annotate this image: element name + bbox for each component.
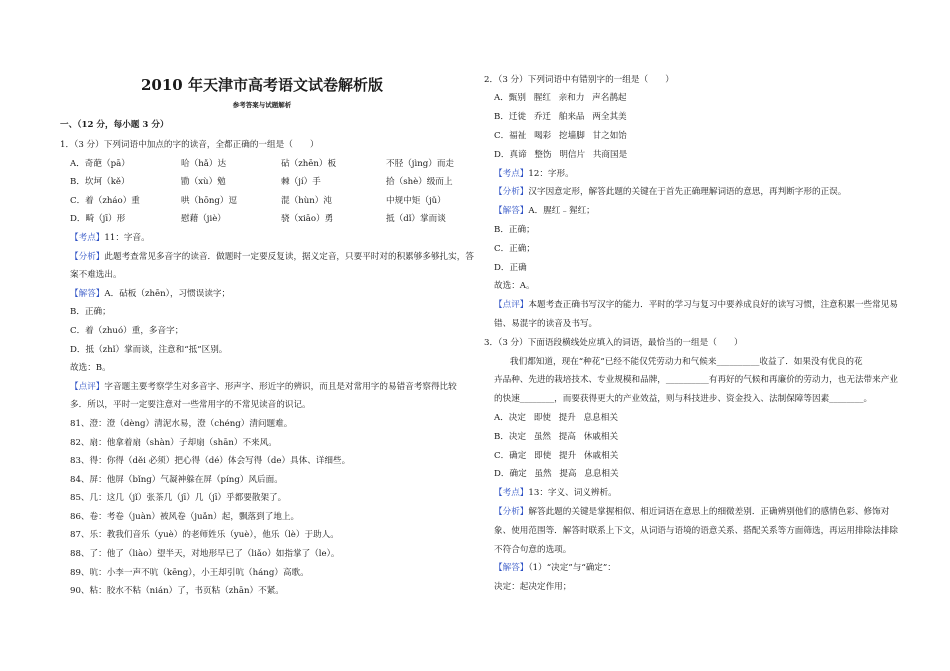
q1-fenxi — [60, 248, 474, 267]
fenxi-label: 【分析】 — [494, 506, 529, 517]
q1-option-d-item: 抵（dǐ）掌而谈 — [386, 214, 446, 225]
example-item: 83、得：你得（děi 必须）把心得（dé）体会写得（de）具体、详细些。 — [70, 456, 351, 467]
q3-fenxi-cont: 象、使用范围等．解答时联系上下文，从词语与语境的语意关系、搭配关系等方面筛选，再运用排除法排除 — [494, 525, 898, 536]
q2-fenxi — [484, 183, 898, 202]
q1-dianping-text: 字音题主要考察学生对多音字、形声字、形近字的辨识，而且是对常用字的易错音考察得比较 — [104, 381, 457, 392]
q1-option-b — [60, 173, 474, 192]
q1-jieda-text: A．砧板（zhēn），习惯误读字； — [104, 288, 231, 299]
q3-jieda-line: 决定：起决定作用； — [494, 582, 572, 593]
q2-dianping-cont: 错、易混字的读音及书写。 — [494, 318, 598, 329]
kaodian-label: 【考点】 — [494, 488, 529, 499]
fenxi-label: 【分析】 — [494, 187, 529, 198]
q2-stem: 2．（3 分）下列词语中有错别字的一组是（ ） — [484, 74, 674, 85]
q1-conclusion: 故选：B。 — [70, 363, 111, 374]
example-item: 84、屏：他屏（bǐng）气凝神躲在屏（píng）风后面。 — [70, 474, 283, 485]
q2-jieda-text: A．腥红﹣猩红； — [528, 206, 595, 217]
q1-option-b-item: 棘（jí）手 — [281, 177, 321, 188]
q3-jieda — [484, 559, 898, 578]
q3-option-a: A．决定 即使 提升 息息相关 — [494, 412, 618, 423]
q1-jieda-line: C．着（zhuó）重，多音字； — [70, 325, 184, 336]
q2-jieda-line: B．正确； — [494, 224, 535, 235]
q3-option-b: B．决定 虽然 提高 休戚相关 — [494, 431, 619, 442]
example-item: 87、乐：教我们音乐（yuè）的老师姓乐（yuè），他乐（lè）于助人。 — [70, 530, 339, 541]
q1-option-d-item: 慰藉（jiè） — [181, 214, 226, 225]
q1-option-a-item: 哈（hǎ）达 — [181, 158, 227, 169]
dianping-label: 【点评】 — [494, 300, 529, 311]
q1-dianping — [60, 378, 474, 397]
left-column — [60, 136, 474, 601]
q2-conclusion: 故选：A。 — [494, 281, 535, 292]
q3-fenxi — [484, 503, 898, 522]
jieda-label: 【解答】 — [70, 288, 105, 299]
kaodian-label: 【考点】 — [70, 232, 105, 243]
q1-jieda-line: D．抵（zhǐ）掌而谈，注意和“抵”区别。 — [70, 344, 228, 355]
q2-jieda-line: D．正确 — [494, 262, 527, 273]
q1-option-d — [60, 210, 474, 229]
q2-kaodian — [484, 165, 898, 184]
q1-option-a-item: A．奇葩（pā） — [70, 158, 130, 169]
example-item: 88、了：他了（liào）望半天，对地形早已了（liǎo）如指掌了（le）。 — [70, 549, 340, 560]
q1-option-c — [60, 192, 474, 211]
q1-option-d-item: 骁（xiāo）勇 — [281, 214, 334, 225]
q1-dianping-cont: 多．所以，平时一定要注意对一些常用字的不常见读音的识记。 — [70, 400, 311, 411]
q3-option-d: D．确定 虽然 提高 息息相关 — [494, 469, 619, 480]
q2-fenxi-text: 汉字因意定形，解答此题的关键在于首先正确理解词语的意思，再判断字形的正误。 — [528, 187, 847, 198]
q1-stem: 1．（3 分）下列词语中加点的字的读音，全都正确的一组是（ ） — [60, 140, 319, 150]
q3-option-c: C．确定 即使 提升 休戚相关 — [494, 450, 619, 461]
q2-option-a: A．甄别 腥红 亲和力 声名鹊起 — [494, 93, 627, 104]
q3-fenxi-cont: 不符合句意的选项。 — [494, 544, 572, 555]
q1-option-a-item: 砧（zhēn）板 — [281, 158, 337, 169]
example-item: 89、吭：小李一声不吭（kēng），小王却引吭（háng）高歌。 — [70, 567, 309, 578]
q1-option-b-item: 勖（xù）勉 — [181, 177, 226, 188]
q1-kaodian — [60, 229, 474, 248]
q1-option-c-item: C．着（zháo）重 — [70, 195, 140, 206]
q1-option-c-item: 中规中矩（jǔ） — [386, 195, 446, 206]
jieda-label: 【解答】 — [494, 563, 529, 574]
q3-kaodian — [484, 484, 898, 503]
q2-option-c: C．福祉 喝彩 挖墙脚 甘之如饴 — [494, 130, 627, 141]
q1-option-b-item: B．坎坷（kě） — [70, 177, 130, 188]
q1-fenxi-cont: 案不难选出。 — [70, 270, 122, 281]
example-item: 82、扇：他拿着扇（shàn）子却扇（shān）不来风。 — [70, 437, 277, 448]
q1-option-a — [60, 155, 474, 174]
q1-kaodian-text: 11：字音。 — [104, 232, 150, 243]
q2-option-b: B．迁徙 乔迁 舶来品 两全其美 — [494, 112, 627, 123]
example-item: 85、几：这几（jǐ）张茶几（jī）几（jī）乎都要散架了。 — [70, 493, 287, 504]
q3-fenxi-text: 解答此题的关键是掌握相似、相近词语在意思上的细微差别．正确辨别他们的感情色彩、修饰对 — [528, 506, 890, 517]
q3-kaodian-text: 13：字义、词义辨析。 — [528, 488, 617, 499]
q3-stem: 3．（3 分）下面语段横线处应填入的词语，最恰当的一组是（ ） — [484, 337, 743, 348]
q1-jieda — [60, 285, 474, 304]
q2-kaodian-text: 12：字形。 — [528, 168, 574, 179]
q2-jieda-line: C．正确； — [494, 243, 535, 254]
q1-option-b-item: 拾（shè）级而上 — [386, 177, 453, 188]
q1-fenxi-text: 此题考查常见多音字的读音．做题时一定要反复读，据义定音，只要平时对的积累够多够扎实，答 — [104, 251, 474, 262]
q3-jieda-text: （1）“决定”与“确定”： — [528, 563, 616, 574]
q2-option-d: D．真谛 整饬 明信片 共商国是 — [494, 149, 628, 160]
document-title: 2010 年天津市高考语文试卷解析版 — [141, 76, 383, 94]
kaodian-label: 【考点】 — [494, 168, 529, 179]
q3-passage-line: 我们都知道，现在“种花”已经不能仅凭劳动力和气候来__________收益了．如果没有优良的花 — [510, 356, 863, 367]
q1-option-d-item: D．畸（jī）形 — [70, 214, 126, 225]
q2-jieda — [484, 202, 898, 221]
dianping-label: 【点评】 — [70, 381, 105, 392]
q1-option-c-item: 混（hùn）沌 — [281, 195, 332, 206]
q3-passage-line: 卉品种、先进的栽培技术、专业规模和品牌，__________有再好的气候和再廉价的劳动力，也无法带来产业 — [494, 375, 898, 386]
fenxi-label: 【分析】 — [70, 251, 105, 262]
example-item: 81、澄：澄（dèng）清泥水易，澄（chéng）清问题难。 — [70, 418, 293, 429]
q1-jieda-line: B．正确； — [70, 307, 111, 318]
section-heading: 一、（12 分，每小题 3 分） — [60, 120, 169, 130]
example-item: 90、粘：胶水不粘（nián）了，书页粘（zhān）不紧。 — [70, 586, 284, 597]
jieda-label: 【解答】 — [494, 206, 529, 217]
example-item: 86、卷：考卷（juàn）被风卷（juǎn）起，飘落到了地上。 — [70, 511, 300, 522]
document-subtitle: 参考答案与试题解析 — [232, 101, 292, 109]
q3-passage-line: 的快速________，而要获得更大的产业效益，则与科技进步、资金投入、法制保障等因素________。 — [494, 394, 873, 405]
q1-option-a-item: 不胫（jìng）而走 — [386, 158, 455, 169]
q2-dianping-text: 本题考查正确书写汉字的能力．平时的学习与复习中要养成良好的读写习惯，注意积累一些常见易 — [528, 300, 898, 311]
right-column — [484, 71, 898, 597]
q2-dianping — [484, 296, 898, 315]
q1-option-c-item: 哄（hōng）逗 — [181, 195, 238, 206]
